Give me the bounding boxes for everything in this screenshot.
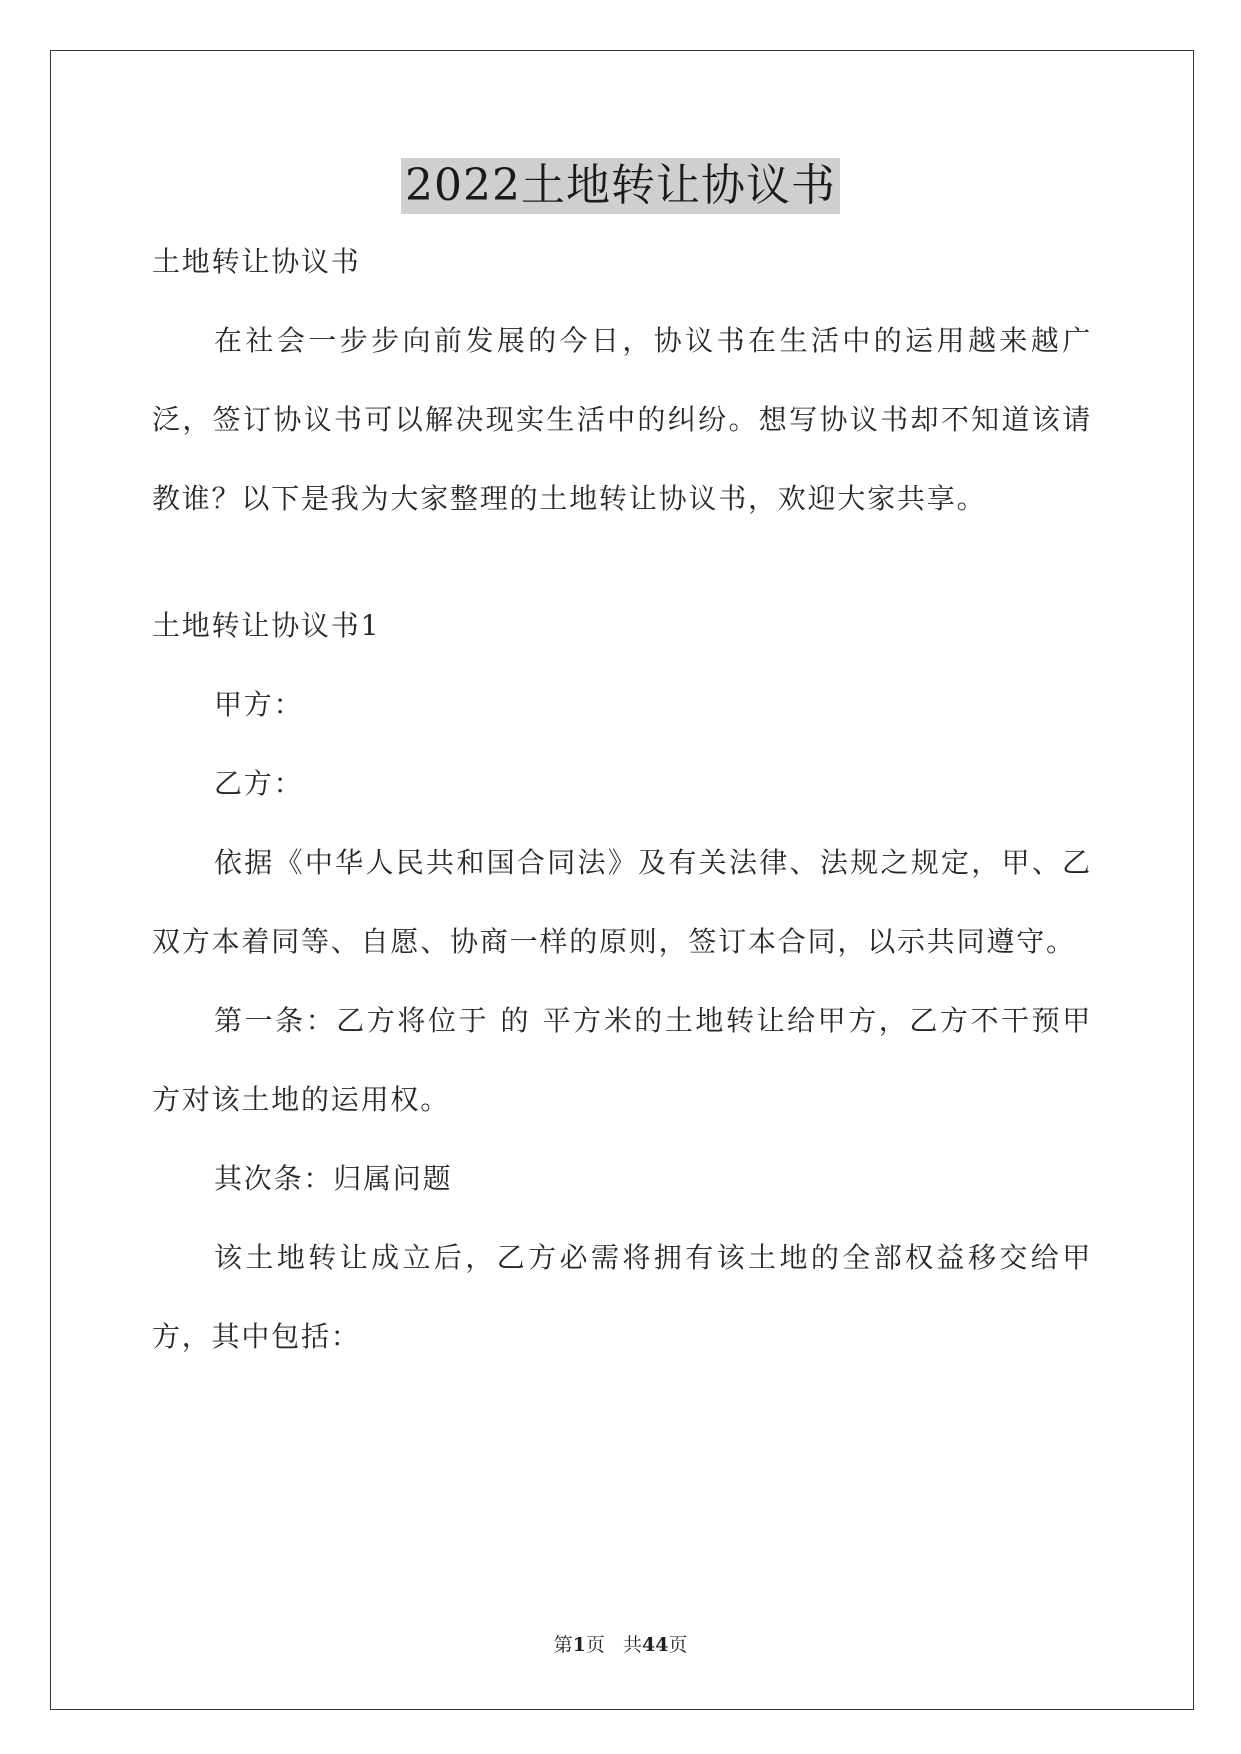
title-wrap [0, 158, 1241, 214]
agreement-body [152, 586, 1092, 1376]
preamble-paragraph: 依据《中华人民共和国合同法》及有关法律、法规之规定，甲、乙双方本着同等、自愿、协商一样的原则，签订本合同，以示共同遵守。 [152, 846, 1092, 958]
party-a-line: 甲方： [214, 688, 304, 721]
total-pages: 44 [641, 1634, 669, 1656]
page-number: 1 [572, 1634, 586, 1656]
subtitle: 土地转让协议书 [152, 245, 361, 278]
total-suffix: 页 [668, 1634, 688, 1656]
page-footer [0, 1630, 1241, 1657]
page-prefix: 第 [553, 1634, 573, 1656]
article-2-heading: 其次条：归属问题 [214, 1162, 453, 1195]
article-1-paragraph: 第一条：乙方将位于 的 平方米的土地转让给甲方，乙方不干预甲方对该土地的运用权。 [152, 1004, 1092, 1116]
section-heading: 土地转让协议书1 [152, 609, 381, 642]
document-title: 2022土地转让协议书 [401, 158, 840, 214]
intro-paragraph: 在社会一步步向前发展的今日，协议书在生活中的运用越来越广泛，签订协议书可以解决现实生活中的纠纷。想写协议书却不知道该请教谁？以下是我为大家整理的土地转让协议书，欢迎大家共享。 [152, 324, 1092, 515]
document-body [152, 222, 1092, 538]
party-b-line: 乙方： [214, 767, 304, 800]
article-2-paragraph: 该土地转让成立后，乙方必需将拥有该土地的全部权益移交给甲方，其中包括： [152, 1241, 1092, 1353]
page-suffix: 页 [585, 1634, 605, 1656]
total-prefix: 共 [622, 1634, 642, 1656]
